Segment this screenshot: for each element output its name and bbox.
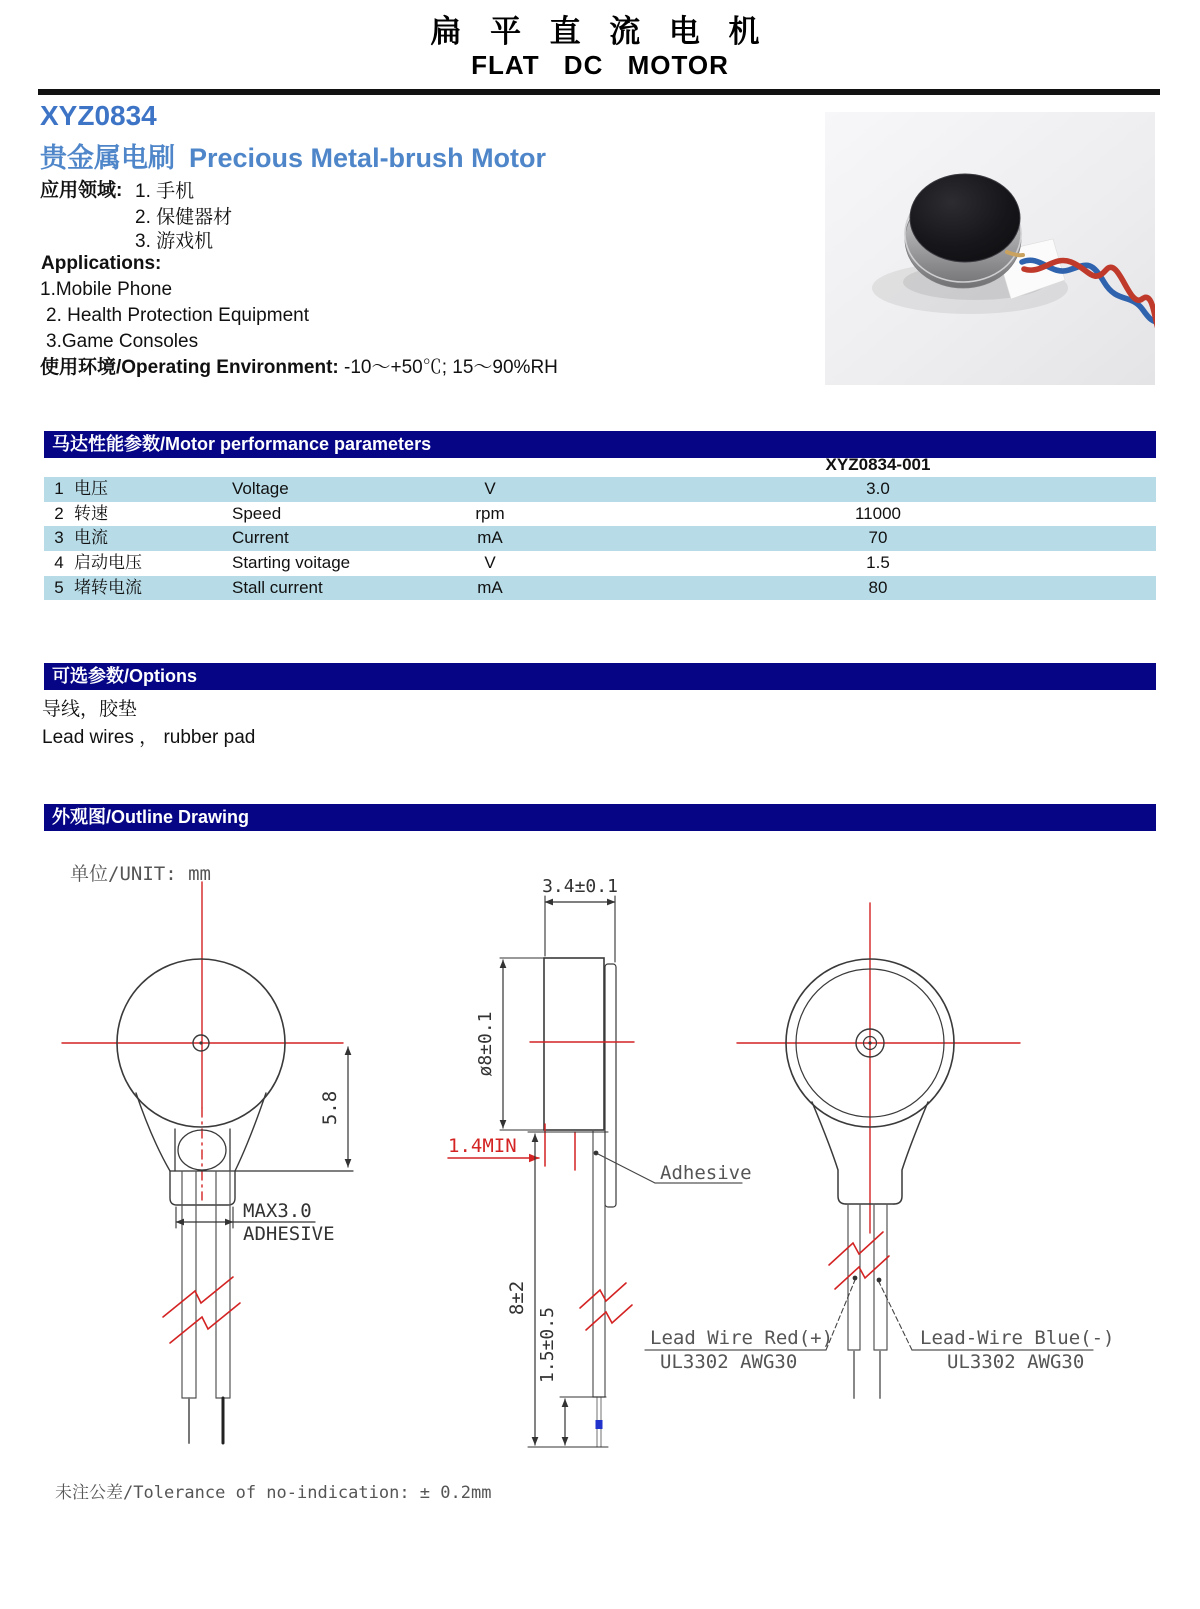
table-row: [44, 576, 1156, 601]
param-unit: V: [484, 479, 496, 498]
back-view: [645, 903, 1114, 1398]
applications-cn-label: 应用领域:: [40, 180, 123, 201]
adhesive-note-label: Adhesive: [660, 1162, 752, 1184]
param-name-en: Starting voitage: [232, 553, 351, 573]
dim-diameter-label: ø8±0.1: [475, 1011, 496, 1077]
dim-thickness-label: 3.4±0.1: [542, 876, 618, 897]
operating-environment-value: -10～+50℃; 15～90%RH: [338, 357, 558, 378]
param-name-en: Speed: [232, 503, 282, 523]
dim-tip-length-label: 1.5±0.5: [537, 1307, 558, 1383]
page-title-cn: 扁 平 直 流 电 机: [430, 14, 770, 49]
header-divider: [38, 89, 1160, 95]
dim-adhesive-max-label: MAX3.0: [243, 1200, 312, 1222]
param-unit: rpm: [475, 503, 505, 523]
table-row: [44, 551, 1156, 576]
param-value: 80: [868, 577, 888, 597]
leader-dot: [594, 1151, 599, 1156]
neck-right: [894, 1102, 928, 1204]
row-number: 2: [54, 503, 64, 523]
param-name-cn: 启动电压: [74, 553, 142, 573]
table-row: [44, 526, 1156, 551]
neck-flare-right: [235, 1093, 266, 1171]
section-bar-outline: 外观图/Outline Drawing: [44, 804, 1156, 831]
dim-wire-length-label: 8±2: [506, 1280, 528, 1316]
center-dot: [199, 1041, 202, 1044]
application-cn-item: 3. 游戏机: [135, 231, 214, 252]
param-name-cn: 转速: [74, 503, 108, 523]
break-mark: [835, 1256, 889, 1289]
application-en-item: 3.Game Consoles: [46, 331, 199, 352]
center-dot: [868, 1041, 871, 1044]
leader-line: [879, 1282, 912, 1350]
lead-red-spec: UL3302 AWG30: [660, 1351, 798, 1373]
motor-top-face: [910, 174, 1020, 262]
param-value: 1.5: [866, 553, 890, 573]
param-unit: mA: [477, 528, 503, 548]
product-name-cn: 贵金属电刷: [40, 143, 175, 173]
outline-drawing: [0, 840, 1200, 1460]
column-header-model: XYZ0834-001: [825, 455, 931, 474]
param-value: 11000: [854, 503, 901, 523]
neck-flare-left: [136, 1093, 170, 1171]
param-name-cn: 电压: [74, 479, 108, 498]
param-name-cn: 堵转电流: [74, 577, 142, 597]
param-name-en: Voltage: [232, 479, 289, 498]
lead-blue-spec: UL3302 AWG30: [947, 1351, 1085, 1373]
operating-environment-label: 使用环境/Operating Environment:: [40, 357, 339, 378]
break-mark: [829, 1232, 883, 1265]
operating-environment: [40, 357, 558, 379]
param-name-cn: 电流: [74, 528, 108, 548]
tolerance-note: 未注公差/Tolerance of no-indication: ± 0.2mm: [55, 1483, 492, 1503]
application-en-item: 2. Health Protection Equipment: [46, 305, 309, 326]
row-number: 3: [54, 528, 64, 548]
lead-blue-label: Lead-Wire Blue(-): [920, 1327, 1115, 1349]
dim-height-label: 5.8: [319, 1090, 341, 1126]
options-line-en: Lead wires ， rubber pad: [42, 727, 256, 748]
application-cn-item: 1. 手机: [135, 181, 195, 202]
neck-left: [812, 1102, 846, 1204]
leader-line: [598, 1154, 655, 1183]
application-cn-item: 2. 保健器材: [135, 207, 233, 228]
row-number: 5: [54, 577, 64, 597]
dim-min-clearance-label: 1.4MIN: [448, 1135, 517, 1157]
lead-red-label: Lead Wire Red(+): [650, 1327, 834, 1349]
options-line-cn: 导线，胶垫: [42, 699, 138, 720]
section-bar-performance: 马达性能参数/Motor performance parameters: [44, 431, 1156, 458]
application-en-item: 1.Mobile Phone: [40, 279, 173, 300]
wire-blue-mark: [596, 1420, 603, 1429]
param-name-en: Current: [232, 528, 289, 548]
front-view: [62, 882, 353, 1443]
model-number: XYZ0834: [40, 100, 157, 131]
motor-body-side: [544, 958, 604, 1130]
param-unit: V: [484, 553, 496, 573]
param-value: 70: [868, 528, 888, 548]
product-name-en: Precious Metal-brush Motor: [189, 143, 547, 173]
param-name-en: Stall current: [232, 577, 323, 597]
param-unit: mA: [477, 577, 503, 597]
break-mark: [163, 1277, 233, 1317]
drawing-unit-label: 单位/UNIT: mm: [70, 863, 211, 885]
product-name: [40, 136, 546, 175]
adhesive-strip: [605, 964, 616, 1207]
param-value: 3.0: [866, 479, 890, 498]
section-bar-options: 可选参数/Options: [44, 663, 1156, 690]
row-number: 4: [54, 553, 64, 573]
dim-adhesive-text-label: ADHESIVE: [243, 1223, 335, 1245]
break-mark: [580, 1283, 626, 1308]
table-row: [44, 502, 1156, 527]
product-photo: [825, 112, 1155, 385]
performance-table: [44, 477, 1156, 600]
page-title-en: FLAT DC MOTOR: [471, 50, 729, 80]
row-number: 1: [54, 479, 64, 498]
applications-en-label: Applications:: [41, 253, 162, 274]
table-row: [44, 477, 1156, 502]
